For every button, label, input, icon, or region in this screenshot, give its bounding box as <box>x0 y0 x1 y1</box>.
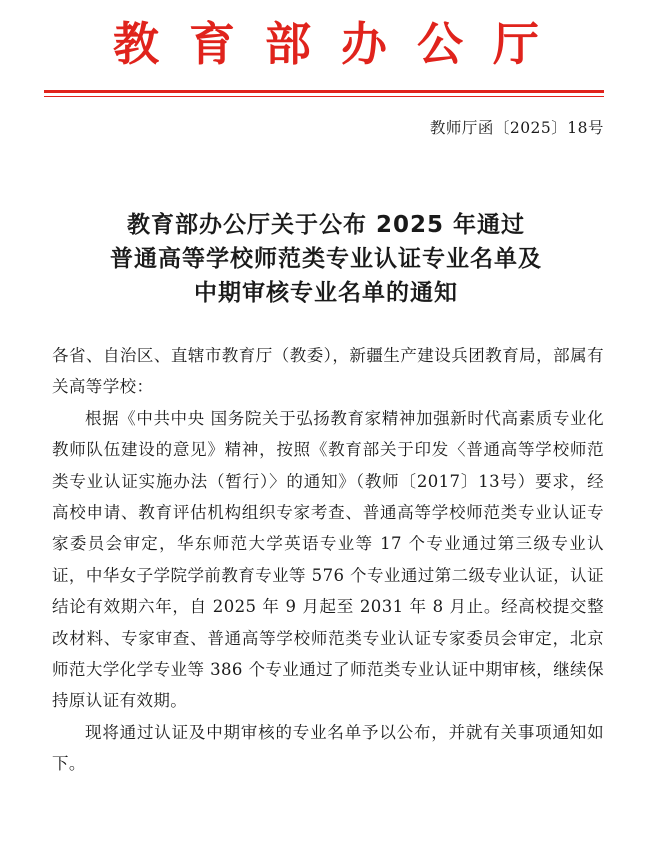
body-paragraph-2: 现将通过认证及中期审核的专业名单予以公布，并就有关事项通知如下。 <box>52 722 604 774</box>
red-separator-thick <box>44 90 604 93</box>
title-line-1: 教育部办公厅关于公布 2025 年通过 <box>126 212 526 238</box>
body-paragraph-1: 根据《中共中央 国务院关于弘扬教育家精神加强新时代高素质专业化教师队伍建设的意见》精神，按照《教育部关于印发〈普通高等学校师范类专业认证实施办法（暂行）〉的通知》（教师〔2017〕13号）要求，经高校申请、教育评估机构组织专家考查、普通高等学校师范类专业认证专家委员会审定，华东师范大学英语专业等 17 个专业通过第三级专业认证，中华女子学院学前教育专业等 576 个专业通过第二级专业认证，认证结论有效期六年，自 2025 年 9 月起至 2031 年 8 月止。经高校提交整改材料、专家审查、普通高等学校师范类专业认证专家委员会审定，北京师范大学化学专业等 386 个专业通过了师范类专业认证中期审核，继续保持原认证有效期。 <box>52 408 604 711</box>
title-line-3: 中期审核专业名单的通知 <box>194 280 458 306</box>
document-number: 教师厅函〔2025〕18号 <box>429 119 604 137</box>
issuer-masthead: 教育部办公厅 <box>113 17 569 71</box>
document-title <box>0 208 652 310</box>
document-body <box>52 340 604 780</box>
salutation: 各省、自治区、直辖市教育厅（教委），新疆生产建设兵团教育局，部属有关高等学校： <box>52 346 604 397</box>
title-line-2: 普通高等学校师范类专业认证专业名单及 <box>110 246 542 272</box>
red-separator-thin <box>44 96 604 97</box>
